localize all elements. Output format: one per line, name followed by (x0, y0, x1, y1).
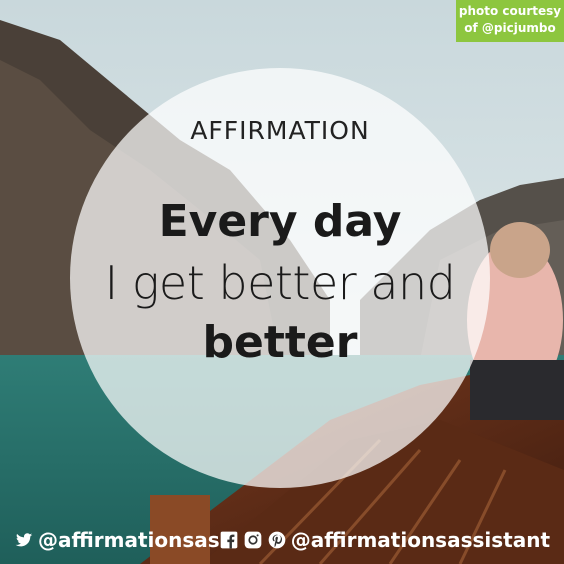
affirmation-label: AFFIRMATION (190, 116, 370, 145)
twitter-handle-group[interactable] (14, 528, 220, 552)
instagram-icon (243, 530, 263, 550)
facebook-icon (219, 530, 239, 550)
affirmation-line-1: Every day (158, 196, 402, 247)
pinterest-icon (267, 530, 287, 550)
twitter-handle: @affirmationsas (38, 528, 220, 552)
social-handle-group[interactable] (219, 528, 550, 552)
affirmation-line-3: better (202, 317, 358, 368)
twitter-icon (14, 530, 34, 550)
social-handle: @affirmationsassistant (290, 528, 550, 552)
affirmation-line-2: I get better and (104, 256, 456, 310)
footer (0, 528, 564, 556)
credit-line-2: of @picjumbo (464, 21, 556, 35)
photo-credit-badge (456, 0, 564, 42)
credit-line-1: photo courtesy (458, 4, 562, 18)
